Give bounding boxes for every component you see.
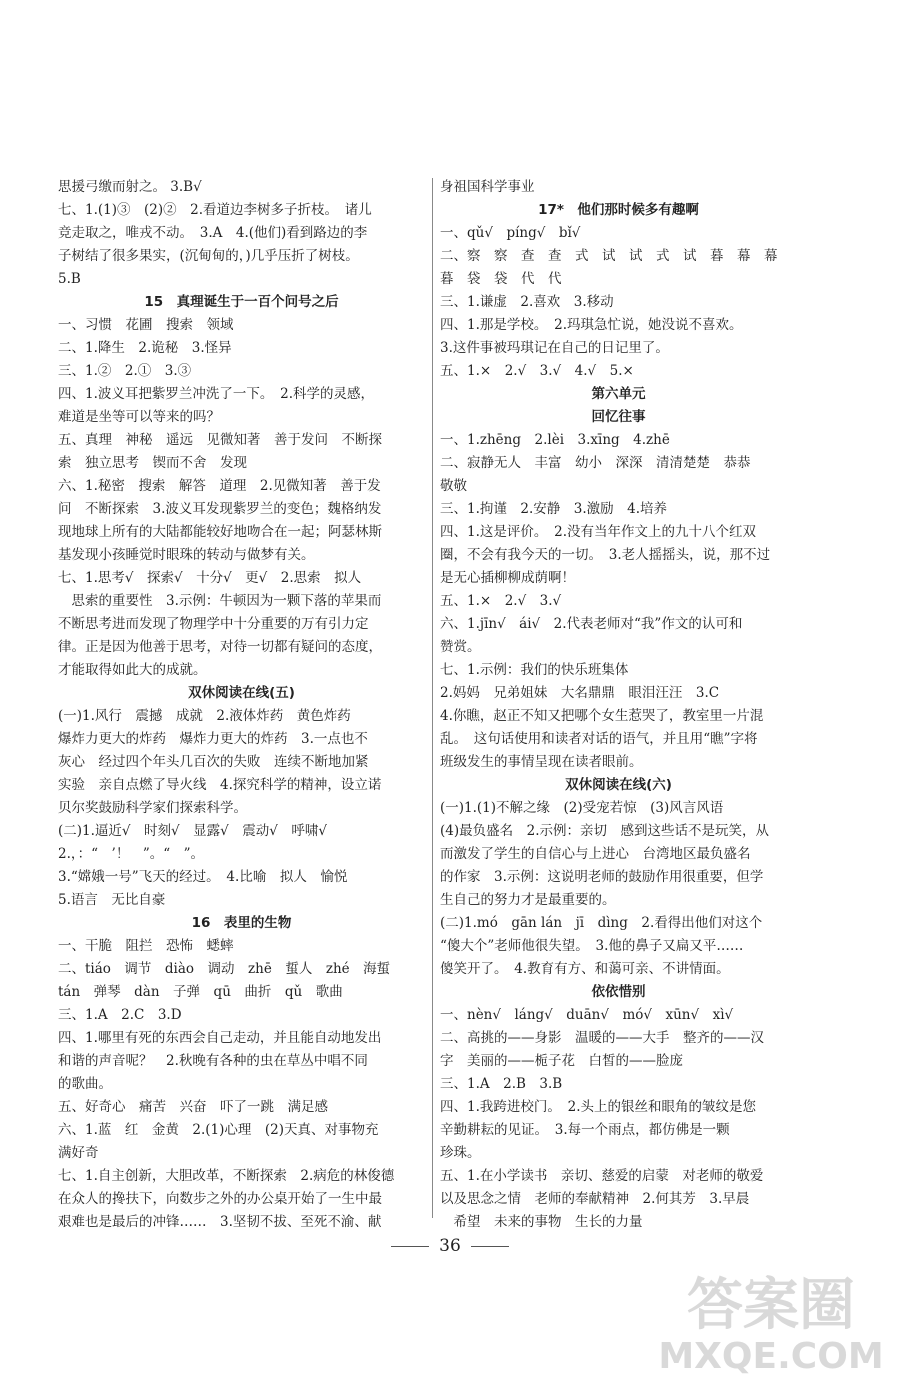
section-title: 双休阅读在线(五) — [188, 685, 295, 701]
answer-line: 是无心插柳柳成荫啊！ — [440, 570, 575, 586]
watermark-logo — [656, 1262, 886, 1380]
answer-line: 傻笑开了。 4.教育有方、和蔼可亲、不讲情面。 — [440, 961, 730, 977]
left-dash — [391, 1246, 429, 1247]
answer-line: 暮 袋 袋 代 代 — [440, 271, 562, 287]
answer-line: 律。正是因为他善于思考，对待一切都有疑问的态度， — [58, 639, 382, 655]
answer-line: 而激发了学生的自信心与上进心 台湾地区最负盛名 — [440, 846, 751, 862]
answer-line: 乱。 这句话使用和读者对话的语气，并且用“瞧”字将 — [440, 731, 758, 747]
answer-line: 二、1.降生 2.诡秘 3.怪异 — [58, 340, 232, 356]
answer-line: 竞走取之，唯戎不动。 3.A 4.(他们)看到路边的李 — [58, 225, 368, 241]
answer-line: 三、1.拘谨 2.安静 3.激励 4.培养 — [440, 501, 668, 517]
answer-line: 贝尔奖鼓励科学家们探索科学。 — [58, 800, 247, 816]
answer-line: 爆炸力更大的炸药 爆炸力更大的炸药 3.一点也不 — [58, 731, 368, 747]
answer-line: 五、1.× 2.√ 3.√ 4.√ 5.× — [440, 363, 634, 379]
answer-line: 在众人的搀扶下，向数步之外的办公桌开始了一生中最 — [58, 1191, 382, 1207]
answer-line: 的作家 3.示例：这说明老师的鼓励作用很重要，但学 — [440, 869, 764, 885]
answer-line: 四、1.那是学校。 2.玛琪急忙说，她没说不喜欢。 — [440, 317, 743, 333]
answer-line: 3.“嫦娥一号”飞天的经过。 4.比喻 拟人 愉悦 — [58, 869, 348, 885]
answer-line: 六、1.jīn√ ái√ 2.代表老师对“我”作文的认可和 — [440, 616, 743, 632]
answer-line: 现地球上所有的大陆都能较好地吻合在一起；阿瑟林斯 — [58, 524, 382, 540]
answer-line: 生自己的努力才是最重要的。 — [440, 892, 616, 908]
answer-line: 辛勤耕耘的见证。 3.每一个雨点，都仿佛是一颗 — [440, 1122, 730, 1138]
answer-line: 基发现小孩睡觉时眼珠的转动与做梦有关。 — [58, 547, 315, 563]
answer-line: 四、1.波义耳把紫罗兰冲洗了一下。 2.科学的灵感， — [58, 386, 375, 402]
answer-line: tán 弹琴 dàn 子弹 qū 曲折 qǔ 歌曲 — [58, 984, 343, 1000]
answer-line: 一、习惯 花圃 搜索 领域 — [58, 317, 234, 333]
answer-line: 2.妈妈 兄弟姐妹 大名鼎鼎 眼泪汪汪 3.C — [440, 685, 720, 701]
answer-line: 七、1.思考√ 探索√ 十分√ 更√ 2.思索 拟人 — [58, 570, 362, 586]
answer-line: 七、1.示例：我们的快乐班集体 — [440, 662, 629, 678]
section-title: 第六单元 — [591, 386, 646, 402]
answer-line: (一)1.(1)不解之缘 (2)受宠若惊 (3)风言风语 — [440, 800, 724, 816]
section-title: 回忆往事 — [591, 409, 646, 425]
section-title: 依依惜别 — [591, 984, 646, 1000]
answer-line: 子树结了很多果实，(沉甸甸的，)几乎压折了树枝。 — [58, 248, 359, 264]
answer-line: 5.语言 无比自豪 — [58, 892, 166, 908]
answer-line: 和谐的声音呢？ 2.秋晚有各种的虫在草丛中唱不同 — [58, 1053, 368, 1069]
answer-line: 字 美丽的——栀子花 白皙的——脸庞 — [440, 1053, 683, 1069]
answer-line: 六、1.秘密 搜索 解答 道理 2.见微知著 善于发 — [58, 478, 381, 494]
answer-line: 五、1.× 2.√ 3.√ — [440, 593, 562, 609]
answer-line: 3.这件事被玛琪记在自己的日记里了。 — [440, 340, 669, 356]
column-divider — [432, 178, 433, 1218]
answer-line: 二、察 察 查 查 式 试 试 式 试 暮 幕 幕 — [440, 248, 778, 264]
page-number: 36 — [439, 1236, 461, 1256]
answer-line: 七、1.自主创新，大胆改革，不断探索 2.病危的林俊德 — [58, 1168, 395, 1184]
answer-line: 七、1.(1)③ (2)② 2.看道边李树多子折枝。 诸儿 — [58, 202, 372, 218]
answer-line: 灰心 经过四个年头几百次的失败 连续不断地加紧 — [58, 754, 369, 770]
answer-line: 的歌曲。 — [58, 1076, 112, 1092]
answer-line: 班级发生的事情呈现在读者眼前。 — [440, 754, 643, 770]
answer-line: (二)1.mó gān lán jī dìng 2.看得出他们对这个 — [440, 915, 763, 931]
answer-line: 实验 亲自点燃了导火线 4.探究科学的精神，设立诺 — [58, 777, 382, 793]
watermark-svg — [656, 1262, 886, 1380]
watermark-text-top: 答案圈 — [687, 1273, 855, 1338]
answer-line: 才能取得如此大的成就。 — [58, 662, 207, 678]
answer-line: 一、nèn√ láng√ duān√ mó√ xūn√ xì√ — [440, 1007, 734, 1023]
answer-line: 一、qǔ√ píng√ bǐ√ — [440, 225, 581, 241]
answer-line: 身祖国科学事业 — [440, 179, 535, 195]
answer-line: 五、好奇心 痛苦 兴奋 吓了一跳 满足感 — [58, 1099, 328, 1115]
answer-line: 五、真理 神秘 遥远 见微知著 善于发问 不断探 — [58, 432, 382, 448]
answer-line: (一)1.风行 震撼 成就 2.液体炸药 黄色炸药 — [58, 708, 351, 724]
answer-line: 5.B — [58, 271, 81, 287]
answer-line: 一、干脆 阻拦 恐怖 蟋蟀 — [58, 938, 234, 954]
answer-line: 二、tiáo 调节 diào 调动 zhē 蜇人 zhé 海蜇 — [58, 961, 391, 977]
answer-line: 赞赏。 — [440, 639, 481, 655]
section-title: 17* 他们那时候多有趣啊 — [538, 202, 699, 218]
answer-line: 难道是坐等可以等来的吗？ — [58, 409, 220, 425]
answer-line: (4)最负盛名 2.示例：亲切 感到这些话不是玩笑，从 — [440, 823, 770, 839]
section-title: 15 真理诞生于一百个问号之后 — [144, 294, 339, 310]
answer-line: 敬敬 — [440, 478, 467, 494]
answer-line: 三、1.谦虚 2.喜欢 3.移动 — [440, 294, 614, 310]
answer-line: 二、高挑的——身影 温暖的——大手 整齐的——汉 — [440, 1030, 764, 1046]
answer-line: 五、1.在小学读书 亲切、慈爱的启蒙 对老师的敬爱 — [440, 1168, 764, 1184]
left-column — [58, 176, 425, 1234]
answer-line: 不断思考进而发现了物理学中十分重要的万有引力定 — [58, 616, 369, 632]
answer-line: 2.，：“ ’！ ”。“ ”。 — [58, 846, 205, 862]
answer-line: 珍珠。 — [440, 1145, 481, 1161]
answer-line: 三、1.A 2.B 3.B — [440, 1076, 563, 1092]
section-title: 16 表里的生物 — [191, 915, 292, 931]
section-title: 双休阅读在线(六) — [565, 777, 672, 793]
answer-line: “傻大个”老师他很失望。 3.他的鼻子又扁又平…… — [440, 938, 744, 954]
answer-line: 二、寂静无人 丰富 幼小 深深 清清楚楚 恭恭 — [440, 455, 751, 471]
page-number-footer — [0, 1236, 900, 1256]
answer-line: 艰难也是最后的冲锋…… 3.坚韧不拔、至死不渝、献 — [58, 1214, 382, 1230]
answer-line: 四、1.这是评价。 2.没有当年作文上的九十八个红双 — [440, 524, 757, 540]
answer-line: 圈，不会有我今天的一切。 3.老人摇摇头，说，那不过 — [440, 547, 771, 563]
answer-line: 三、1.② 2.① 3.③ — [58, 363, 192, 379]
answer-line: (二)1.逼近√ 时刻√ 显露√ 震动√ 呼啸√ — [58, 823, 327, 839]
answer-line: 四、1.哪里有死的东西会自己走动，并且能自动地发出 — [58, 1030, 382, 1046]
answer-line: 以及思念之情 老师的奉献精神 2.何其芳 3.早晨 — [440, 1191, 750, 1207]
answer-line: 思援弓缴而射之。 3.B√ — [58, 179, 202, 195]
answer-line: 三、1.A 2.C 3.D — [58, 1007, 182, 1023]
right-column — [440, 176, 797, 1234]
answer-line: 4.你瞧，赵正不知又把哪个女生惹哭了，教室里一片混 — [440, 708, 764, 724]
right-dash — [471, 1246, 509, 1247]
answer-line: 希望 未来的事物 生长的力量 — [440, 1214, 643, 1230]
answer-line: 思索的重要性 3.示例：牛顿因为一颗下落的苹果而 — [58, 593, 382, 609]
answer-line: 六、1.蓝 红 金黄 2.(1)心理 (2)天真、对事物充 — [58, 1122, 379, 1138]
answer-line: 问 不断探索 3.波义耳发现紫罗兰的变色；魏格纳发 — [58, 501, 382, 517]
answer-line: 四、1.我跨进校门。 2.头上的银丝和眼角的皱纹是您 — [440, 1099, 757, 1115]
answer-line: 一、1.zhēng 2.lèi 3.xīng 4.zhē — [440, 432, 670, 448]
answer-line: 索 独立思考 锲而不舍 发现 — [58, 455, 247, 471]
watermark-text-bottom: MXQE.COM — [658, 1336, 884, 1377]
answer-line: 满好奇 — [58, 1145, 99, 1161]
